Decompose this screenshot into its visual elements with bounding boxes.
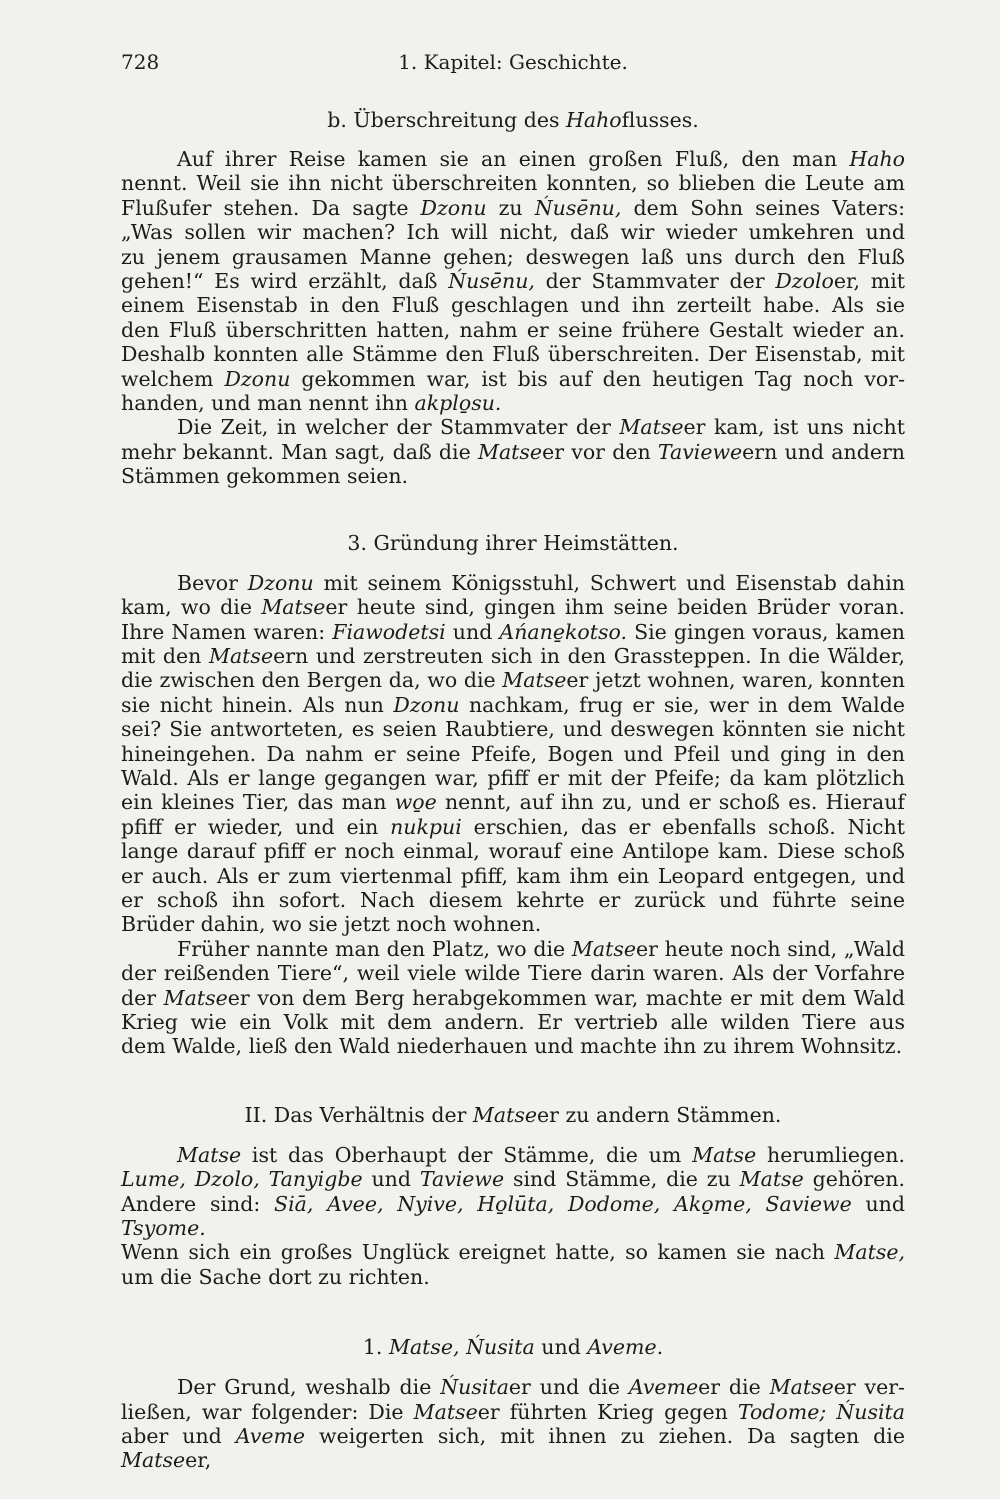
text-line [121, 367, 905, 391]
section-heading [121, 1101, 905, 1129]
text-line [121, 986, 905, 1010]
text-run: gehen!“ Es wird erzählt, daß [121, 269, 449, 294]
paragraph [121, 571, 905, 937]
text-run: Auf ihrer Reise kamen sie an einen großen Fluß, den man [177, 147, 850, 171]
italic-text: Haho [849, 147, 905, 171]
paragraph [121, 937, 905, 1059]
text-run: ern und zerstreuten sich in den Grassteppen. In die Wälder, [273, 643, 906, 668]
text-line [121, 937, 905, 961]
text-line [121, 171, 905, 195]
text-line [121, 1167, 905, 1191]
text-run: er schoß ihn sofort. Nach diesem kehrte er zurück und führte seine [121, 887, 905, 912]
text-run: handen, und man nennt ihn [121, 391, 415, 416]
text-line [121, 1400, 905, 1424]
text-run: Die Zeit, in welcher der Stammvater der [177, 415, 620, 440]
text-run: ern und andern [742, 439, 905, 464]
text-run: er heute noch sind, „Wald [635, 936, 905, 961]
text-line [121, 1192, 905, 1241]
text-run: er zu andern Stämmen. [537, 1102, 782, 1127]
text-run: dem Sohn seines Vaters: [621, 195, 905, 220]
text-run [826, 1400, 836, 1424]
text-line [121, 415, 905, 439]
italic-text: Fiawodetsi [332, 619, 446, 644]
text-run: lange darauf pfiff er noch einmal, worauf eine Antilope kam. Diese schoß [121, 839, 905, 864]
text-run: nennt. Weil sie ihn nicht überschreiten konnten, so blieben die Leute am [121, 171, 905, 196]
text-line [121, 644, 905, 668]
text-run: sie nicht hinein. Als nun [121, 692, 394, 717]
text-run: gekommen war, ist bis auf den heutigen Tag noch vor- [290, 366, 905, 391]
text-line [121, 571, 905, 595]
page-number: 728 [121, 50, 160, 74]
text-run: die zwischen den Bergen da, wo die [121, 668, 503, 693]
italic-text: Matse [208, 643, 274, 668]
text-run: Bevor [177, 570, 248, 595]
text-run: ein kleines Tier, das man [121, 790, 395, 815]
text-run: aber und [121, 1424, 236, 1449]
text-line [121, 342, 905, 366]
text-run: er auch. Als er zum viertenmal pfiff, kam ihm ein Leopard entgegen, und [121, 863, 905, 888]
text-line [121, 1143, 905, 1167]
text-run: Sie gingen voraus, kamen [627, 619, 906, 644]
italic-text: Matse, [834, 1240, 905, 1265]
text-line [121, 742, 905, 766]
italic-text: Ńusita [836, 1399, 905, 1424]
text-run: er jetzt wohnen, waren, konnten [566, 668, 905, 693]
italic-text: Matse [472, 1102, 538, 1127]
italic-text: Matse [739, 1167, 804, 1192]
text-run: Wenn sich ein großes Unglück ereignet hatte, so kamen sie nach [121, 1240, 835, 1265]
text-run: 3. Gründung ihrer Heimstätten. [347, 530, 679, 555]
text-run: sind Stämme, die zu [504, 1167, 740, 1192]
text-run: Deshalb konnten alle Stämme den Fluß überschreiten. Der Eisenstab, mit [121, 342, 905, 367]
italic-text: Dzonu [247, 570, 314, 595]
text-run: er, mit [833, 269, 906, 294]
text-run: b. Überschreitung des [327, 108, 566, 132]
text-run: pfiff er wieder, und ein [121, 814, 391, 839]
italic-text: Matse [121, 1448, 186, 1473]
text-run: er führten Krieg gegen [477, 1399, 738, 1424]
text-run: und [534, 1335, 588, 1360]
italic-text: Matse [477, 439, 543, 464]
text-run: der reißenden Tiere“, weil viele wilde Tiere darin waren. Als der Vorfahre [121, 961, 905, 986]
text-line [121, 440, 905, 464]
text-run: und [362, 1167, 420, 1192]
text-run: dem Walde, ließ den Wald niederhauen und machte ihn zu ihrem Wohnsitz. [121, 1034, 903, 1059]
text-run: einem Eisenstab in den Fluß geschlagen und ihn zerteilt habe. Als sie [121, 293, 905, 318]
text-run: nachkam, frug er sie, wer in dem Walde [459, 692, 905, 717]
text-line [121, 815, 905, 839]
text-run: Flußufer stehen. Da sagte [121, 195, 421, 220]
text-run: er, [185, 1448, 212, 1473]
paragraph [121, 1143, 905, 1289]
paragraph [121, 415, 905, 488]
italic-text: Dzonu [393, 692, 460, 717]
text-line [121, 717, 905, 741]
text-line [121, 1375, 905, 1399]
paragraph [121, 147, 905, 415]
italic-text: Taviewe [419, 1167, 505, 1192]
text-line [121, 1010, 905, 1034]
text-line [121, 318, 905, 342]
italic-text: akplo̱su. [414, 391, 502, 416]
text-line [121, 961, 905, 985]
text-run: weigerten sich, mit ihnen zu ziehen. Da sagten die [305, 1424, 905, 1449]
italic-text: Matse [261, 595, 326, 620]
paragraph [121, 1375, 905, 1473]
text-line [121, 668, 905, 692]
text-line [121, 839, 905, 863]
italic-text: Taviewe [657, 439, 743, 464]
running-head [121, 50, 905, 86]
italic-text: Matse, Ńusita [388, 1335, 535, 1360]
italic-text: wo̱e [394, 790, 437, 815]
text-run: und [851, 1191, 906, 1216]
text-run: den Fluß überschritten hatten, nahm er seine frühere Gestalt wieder an. [121, 317, 905, 342]
text-run: Andere sind: [121, 1191, 275, 1216]
text-line [121, 693, 905, 717]
text-line [121, 391, 905, 415]
text-run: erschien, das er ebenfalls schoß. Nicht [461, 814, 905, 839]
text-line [121, 1034, 905, 1058]
text-run: welchem [121, 366, 225, 391]
text-run: er ver- [833, 1375, 905, 1400]
text-run: nennt, auf ihn zu, und er schoß es. Hierauf [436, 790, 905, 815]
text-line [121, 888, 905, 912]
italic-text: Ńusēnu, [448, 269, 535, 294]
text-run: der Stammvater der [534, 269, 776, 294]
italic-text: Matse [163, 985, 228, 1010]
section-heading [121, 1333, 905, 1361]
running-title: 1. Kapitel: Geschichte. [398, 50, 628, 74]
italic-text: Haho [566, 108, 622, 132]
text-line [121, 269, 905, 293]
italic-text: Ńusēnu, [534, 195, 622, 220]
text-line [121, 293, 905, 317]
text-run: hineingehen. Da nahm er seine Pfeife, Bogen und Pfeil und ging in den [121, 741, 905, 766]
italic-text: Matse [619, 415, 684, 440]
text-run: er kam, ist uns nicht [683, 415, 905, 440]
text-line [121, 1240, 905, 1264]
text-run: Früher nannte man den Platz, wo die [177, 936, 572, 961]
italic-text: Aveme [628, 1375, 699, 1400]
text-run: kam, wo die [121, 595, 262, 620]
text-run: um die Sache dort zu richten. [121, 1264, 430, 1289]
italic-text: Matse [502, 668, 567, 693]
text-run: Stämmen gekommen seien. [121, 464, 409, 489]
text-line [121, 464, 905, 488]
italic-text: Siā, Avee, Nyive, Ho̱lūta, Dodome, Ako̱me, Saviewe [274, 1191, 852, 1216]
text-run: flusses. [621, 108, 699, 132]
italic-text: Tsyome. [121, 1216, 206, 1241]
text-run: ließen, war folgender: Die [121, 1399, 414, 1424]
text-run: gehören. [803, 1167, 906, 1192]
text-run: II. Das Verhältnis der [244, 1102, 473, 1127]
text-run: Ihre Namen waren: [121, 619, 333, 644]
text-line [121, 245, 905, 269]
text-run: zu jenem grausamen Manne gehen; deswegen laß uns durch den Fluß [121, 244, 905, 269]
text-run: er und die [508, 1375, 629, 1400]
italic-text: nukpui [390, 814, 462, 839]
italic-text: Matse [692, 1142, 757, 1167]
text-run: zu [486, 195, 535, 220]
text-run: er heute sind, gingen ihm seine beiden Brüder voran. [325, 595, 905, 620]
text-line [121, 1265, 905, 1289]
text-line [121, 620, 905, 644]
italic-text: Ńusita [440, 1375, 509, 1400]
text-run: Krieg wie ein Volk mit dem andern. Er vertrieb alle wilden Tiere aus [121, 1010, 905, 1034]
text-run: Wald. Als er lange gegangen war, pfiff er mit der Pfeife; da kam plötzlich [121, 765, 905, 790]
italic-text: Matse [177, 1142, 242, 1167]
text-run: mehr bekannt. Man sagt, daß die [121, 439, 478, 464]
text-run: er vor den [542, 439, 658, 464]
italic-text: Aveme. [587, 1335, 664, 1360]
text-run: 1. [362, 1335, 389, 1360]
text-line [121, 766, 905, 790]
text-line [121, 595, 905, 619]
text-run: sei? Sie antworteten, es seien Raubtiere, und deswegen könnten sie nicht [121, 717, 905, 742]
text-line [121, 220, 905, 244]
section-heading [121, 106, 905, 134]
section-heading [121, 529, 905, 557]
text-line [121, 196, 905, 220]
text-run: herumliegen. [756, 1142, 905, 1167]
italic-text: Dzonu [420, 195, 487, 220]
text-line [121, 147, 905, 171]
text-run: er die [698, 1375, 770, 1400]
text-line [121, 1424, 905, 1473]
italic-text: Lume, Dzolo, Tanyigbe [121, 1167, 363, 1192]
text-run: und [445, 619, 500, 644]
text-run: Der Grund, weshalb die [177, 1375, 441, 1400]
italic-text: Ańane̱kotso. [499, 619, 627, 644]
text-run: mit seinem Königsstuhl, Schwert und Eisenstab dahin [313, 570, 905, 595]
text-run: Brüder dahin, wo sie jetzt noch wohnen. [121, 912, 542, 937]
italic-text: Dzonu [224, 366, 291, 391]
italic-text: Matse [571, 936, 636, 961]
text-run: „Was sollen wir machen? Ich will nicht, daß wir wieder umkehren und [121, 220, 905, 245]
text-line [121, 864, 905, 888]
text-run: der [121, 985, 164, 1010]
text-line [121, 912, 905, 936]
italic-text: Dzolo [775, 269, 834, 294]
text-line [121, 790, 905, 814]
italic-text: Matse [769, 1375, 834, 1400]
italic-text: Aveme [235, 1424, 306, 1449]
italic-text: Todome; [737, 1399, 827, 1424]
italic-text: Matse [413, 1399, 478, 1424]
text-run: er von dem Berg herabgekommen war, machte er mit dem Wald [227, 985, 906, 1010]
text-run: mit den [121, 643, 209, 668]
text-run: ist das Oberhaupt der Stämme, die um [241, 1142, 693, 1167]
